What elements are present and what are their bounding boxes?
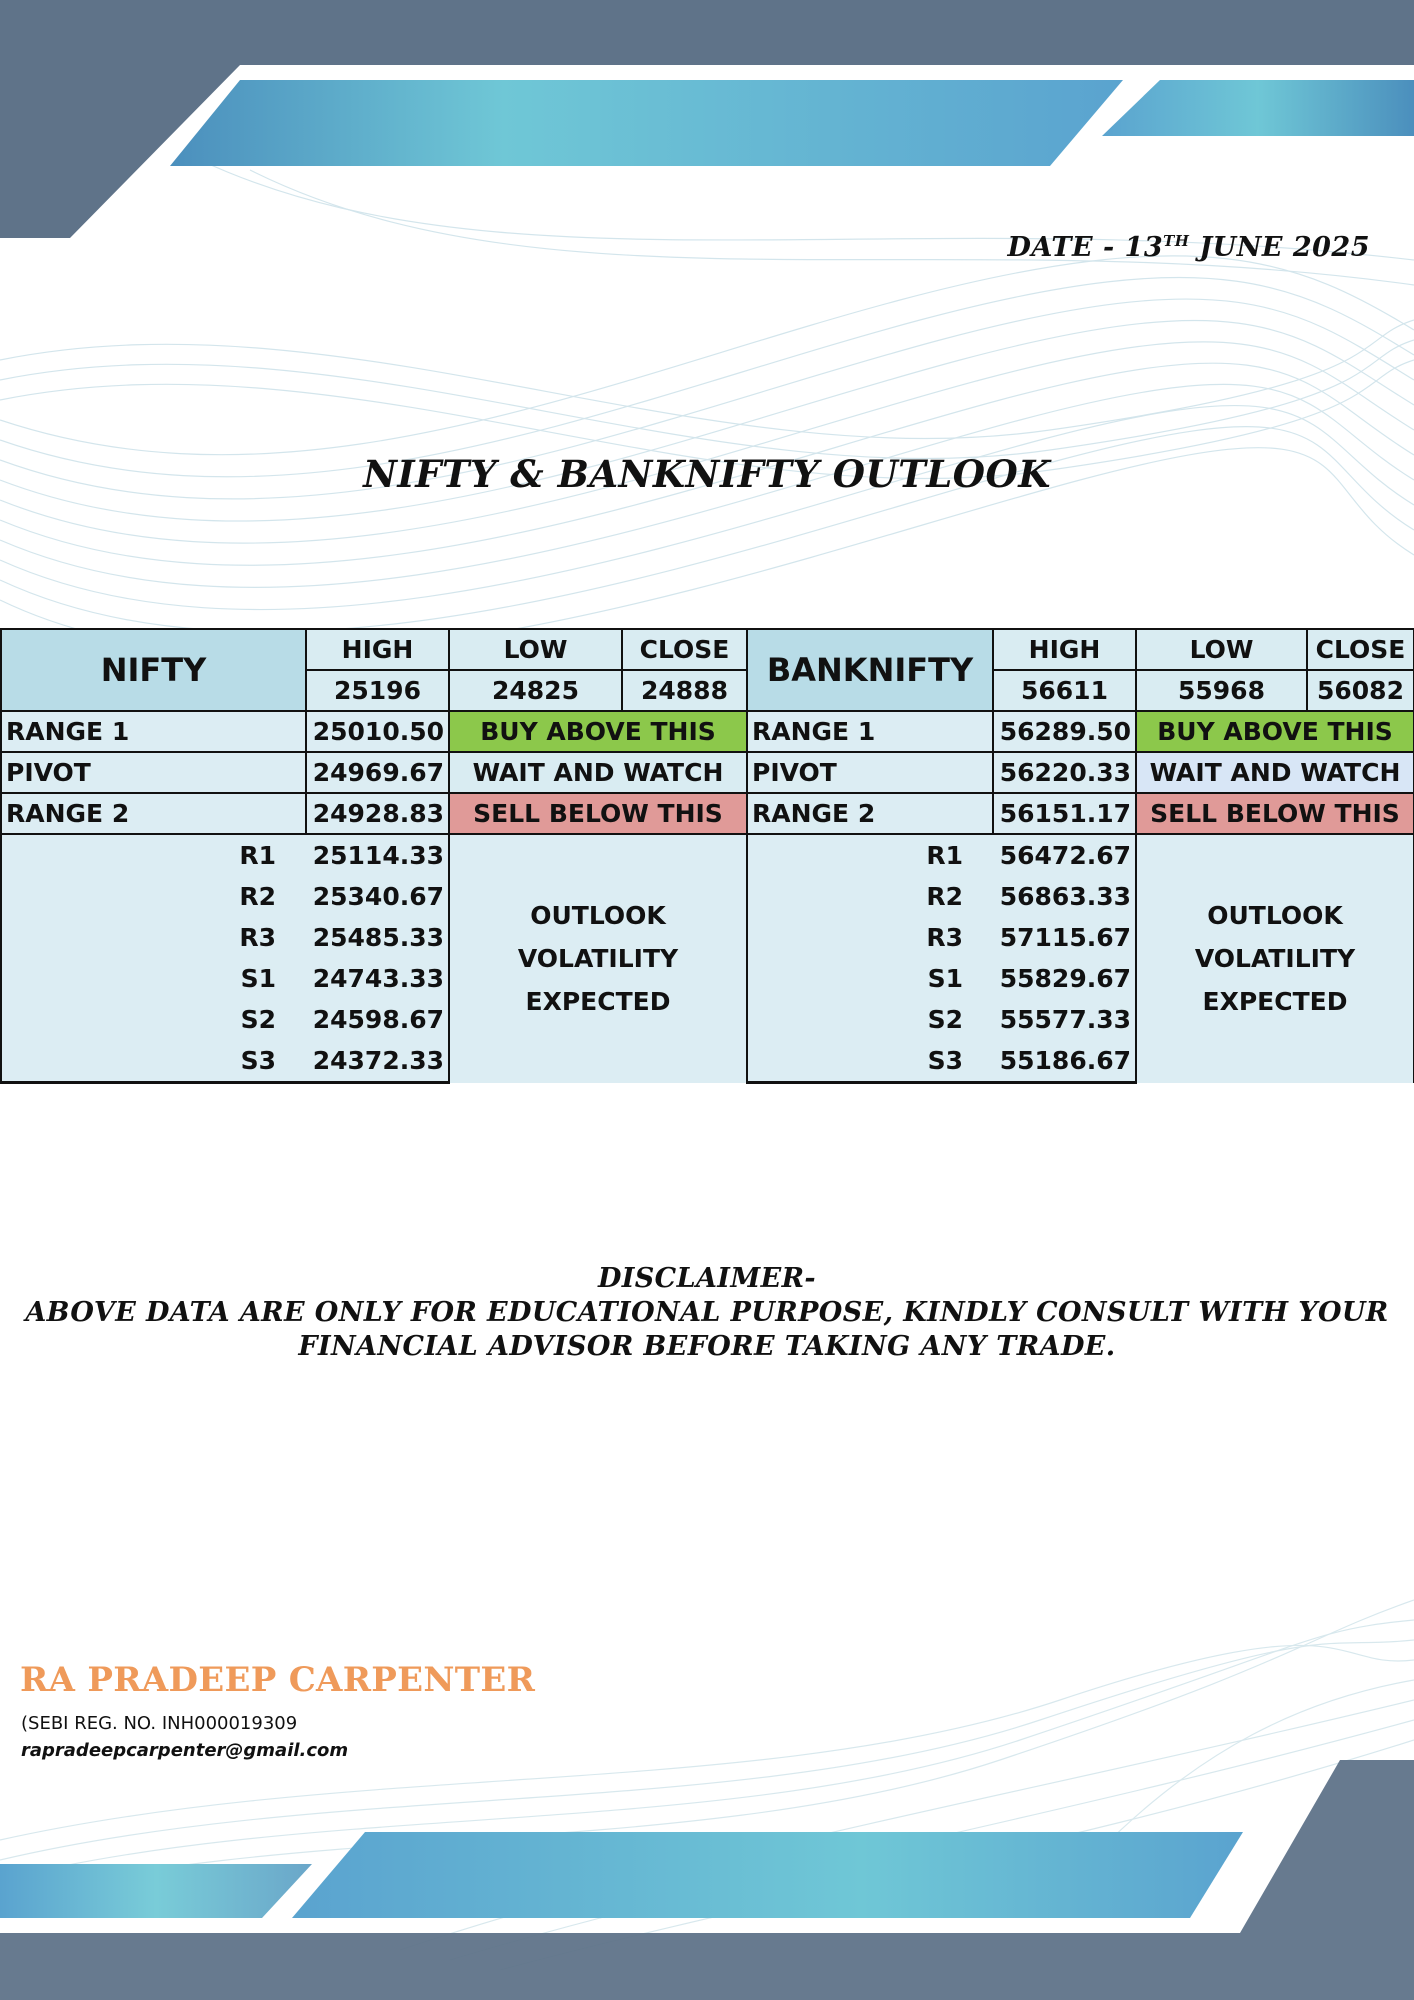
disclaimer-heading: DISCLAIMER-: [597, 1263, 817, 1294]
outlook-table: [0, 628, 1414, 1084]
nifty-level-value: 25485.33: [306, 917, 449, 958]
date-ordinal: TH: [1163, 232, 1190, 250]
nifty-level-name: R1: [1, 834, 306, 876]
banknifty-pivot-label: PIVOT: [747, 752, 993, 793]
nifty-level-value: 25340.67: [306, 876, 449, 917]
banknifty-header: BANKNIFTY: [747, 629, 993, 711]
nifty-high-value: 25196: [306, 670, 449, 711]
nifty-outlook-line: OUTLOOK: [530, 901, 666, 931]
banknifty-close-label: CLOSE: [1307, 629, 1414, 670]
page-title: NIFTY & BANKNIFTY OUTLOOK: [363, 452, 1051, 496]
banknifty-close-value: 56082: [1307, 670, 1414, 711]
banknifty-outlook-note: [1136, 834, 1414, 1083]
nifty-level-value: 24743.33: [306, 958, 449, 999]
banknifty-pivot-value: 56220.33: [993, 752, 1136, 793]
banknifty-high-label: HIGH: [993, 629, 1136, 670]
nifty-level-name: S3: [1, 1040, 306, 1083]
banknifty-range1-label: RANGE 1: [747, 711, 993, 752]
author-name: RA PRADEEP CARPENTER: [20, 1660, 536, 1700]
banknifty-outlook-line: OUTLOOK: [1207, 901, 1343, 931]
banknifty-level-name: R2: [747, 876, 993, 917]
nifty-high-label: HIGH: [306, 629, 449, 670]
nifty-range1-value: 25010.50: [306, 711, 449, 752]
nifty-pivot-value: 24969.67: [306, 752, 449, 793]
date-suffix: JUNE 2025: [1189, 232, 1370, 263]
banknifty-level-value: 55577.33: [993, 999, 1136, 1040]
banknifty-level-value: 55186.67: [993, 1040, 1136, 1083]
disclaimer-line: ABOVE DATA ARE ONLY FOR EDUCATIONAL PURPOSE, KINDLY CONSULT WITH YOUR: [25, 1297, 1389, 1328]
nifty-range2-label: RANGE 2: [1, 793, 306, 834]
banknifty-range1-value: 56289.50: [993, 711, 1136, 752]
nifty-outlook-note: [449, 834, 747, 1083]
banknifty-level-name: S2: [747, 999, 993, 1040]
banknifty-outlook-line: VOLATILITY: [1194, 944, 1356, 974]
nifty-level-name: R2: [1, 876, 306, 917]
author-email[interactable]: rapradeepcarpenter@gmail.com: [21, 1740, 349, 1761]
banknifty-level-value: 56863.33: [993, 876, 1136, 917]
banknifty-range2-label: RANGE 2: [747, 793, 993, 834]
nifty-range2-value: 24928.83: [306, 793, 449, 834]
nifty-outlook-line: EXPECTED: [525, 987, 671, 1017]
nifty-close-value: 24888: [622, 670, 747, 711]
disclaimer: [0, 1262, 1414, 1364]
banknifty-wait-signal: WAIT AND WATCH: [1136, 752, 1414, 793]
outlook-table-container: [0, 628, 1414, 1084]
author-registration: (SEBI REG. NO. INH000019309: [21, 1713, 298, 1734]
banknifty-level-name: R3: [747, 917, 993, 958]
nifty-pivot-label: PIVOT: [1, 752, 306, 793]
nifty-level-value: 25114.33: [306, 834, 449, 876]
nifty-level-value: 24598.67: [306, 999, 449, 1040]
nifty-level-value: 24372.33: [306, 1040, 449, 1083]
nifty-close-label: CLOSE: [622, 629, 747, 670]
nifty-level-name: S2: [1, 999, 306, 1040]
nifty-low-label: LOW: [449, 629, 622, 670]
nifty-wait-signal: WAIT AND WATCH: [449, 752, 747, 793]
banknifty-level-value: 57115.67: [993, 917, 1136, 958]
nifty-buy-signal: BUY ABOVE THIS: [449, 711, 747, 752]
banknifty-outlook-line: EXPECTED: [1202, 987, 1348, 1017]
banknifty-low-label: LOW: [1136, 629, 1307, 670]
nifty-range1-label: RANGE 1: [1, 711, 306, 752]
banknifty-level-name: R1: [747, 834, 993, 876]
nifty-outlook-line: VOLATILITY: [517, 944, 679, 974]
nifty-low-value: 24825: [449, 670, 622, 711]
level-row: [1, 834, 1414, 876]
banknifty-low-value: 55968: [1136, 670, 1307, 711]
nifty-level-name: R3: [1, 917, 306, 958]
nifty-sell-signal: SELL BELOW THIS: [449, 793, 747, 834]
banknifty-buy-signal: BUY ABOVE THIS: [1136, 711, 1414, 752]
nifty-header: NIFTY: [1, 629, 306, 711]
report-date: [1007, 232, 1370, 263]
banknifty-level-name: S3: [747, 1040, 993, 1083]
banknifty-level-value: 56472.67: [993, 834, 1136, 876]
banknifty-range2-value: 56151.17: [993, 793, 1136, 834]
banknifty-level-name: S1: [747, 958, 993, 999]
banknifty-sell-signal: SELL BELOW THIS: [1136, 793, 1414, 834]
disclaimer-line: FINANCIAL ADVISOR BEFORE TAKING ANY TRADE.: [298, 1331, 1116, 1362]
date-prefix: DATE - 13: [1007, 232, 1164, 263]
banknifty-level-value: 55829.67: [993, 958, 1136, 999]
banknifty-high-value: 56611: [993, 670, 1136, 711]
nifty-level-name: S1: [1, 958, 306, 999]
